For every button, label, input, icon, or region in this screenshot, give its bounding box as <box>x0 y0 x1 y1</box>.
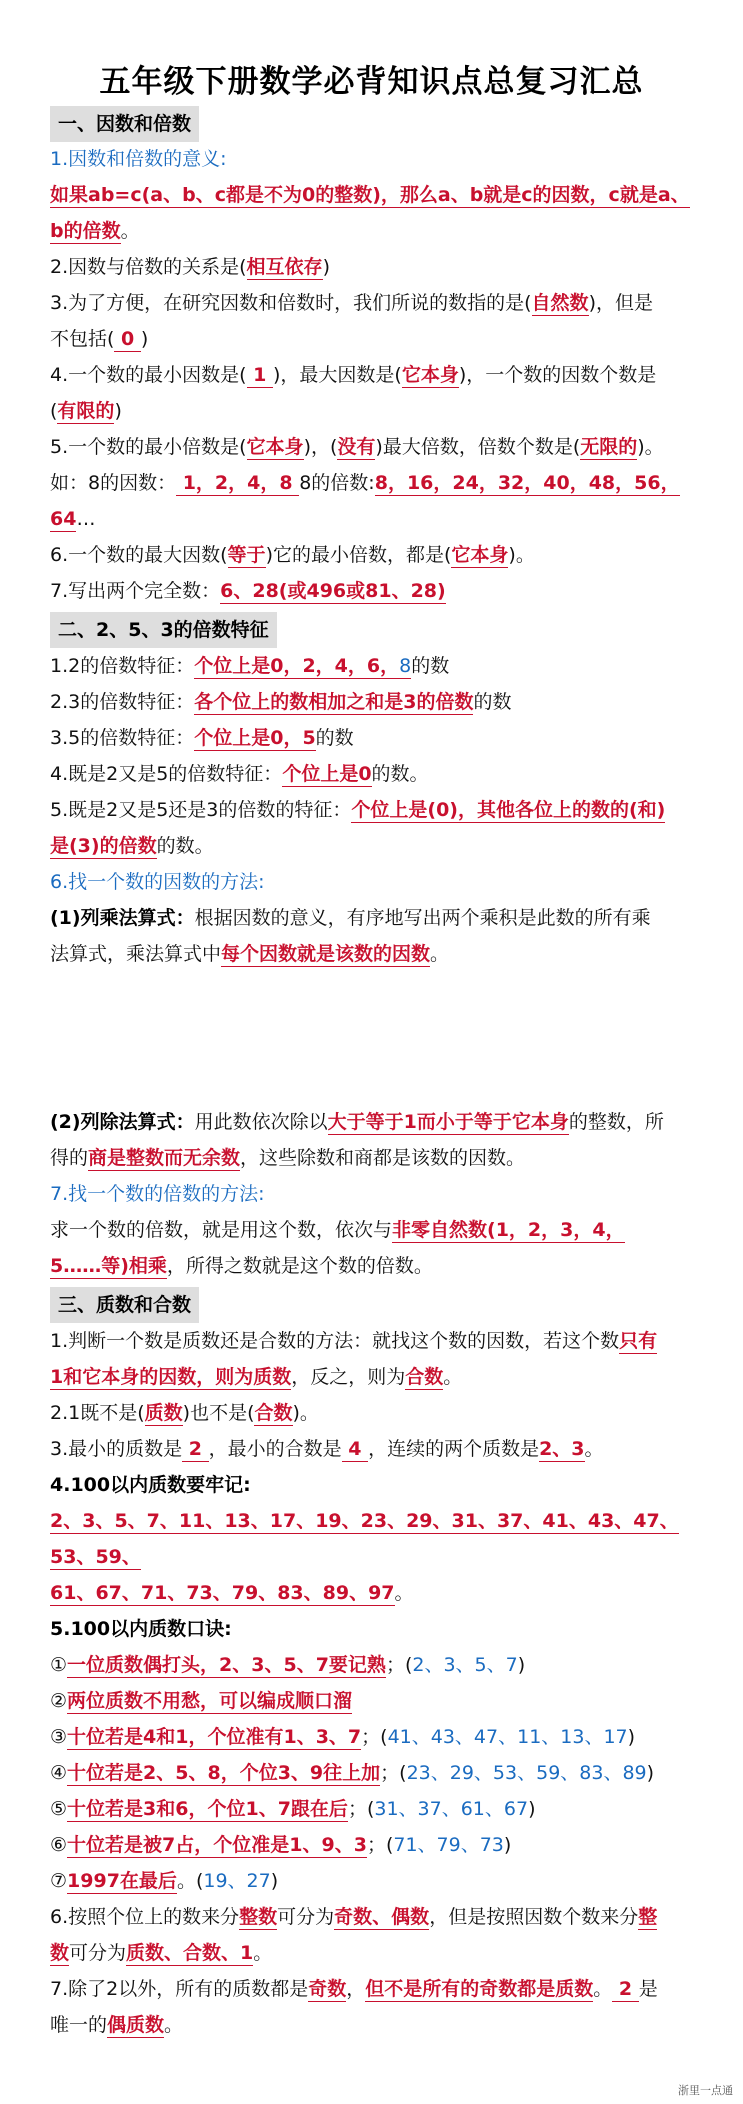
example-factors-answer: 1，2，4，8 <box>176 472 300 494</box>
method-multiply-text: 根据因数的意义，有序地写出两个乘积是此数的所有乘 <box>194 907 651 929</box>
odd-prime-line-2 <box>50 2007 700 2043</box>
integer-answer-2: 整 <box>638 1906 658 1928</box>
rule-2-5-3-text: 5.既是2又是5还是3的倍数的特征： <box>50 799 352 821</box>
rhyme-7-values: 19、27 <box>203 1870 271 1892</box>
primes-list-close: 。 <box>394 1582 414 1604</box>
rhyme-4 <box>50 1755 700 1791</box>
rule-5-post: 的数 <box>315 727 354 749</box>
close: )。 <box>508 544 535 566</box>
rule-2-answer: 个位上是0，2，4，6， <box>194 655 400 677</box>
close: ) <box>517 1654 526 1676</box>
rhyme-1 <box>50 1647 700 1683</box>
exclude-close: ) <box>140 328 149 350</box>
rhyme-6 <box>50 1827 700 1863</box>
sep: ；( <box>380 1762 407 1784</box>
integer-answer: 整数 <box>239 1906 278 1928</box>
method-divide-text-2: 得的 <box>50 1147 89 1169</box>
example-multiples-answer: 8，16，24，32，40，48，56， <box>374 472 680 494</box>
method-divide-head: (2)列除法算式： <box>50 1111 195 1133</box>
prime-test-text: 1.判断一个数是质数还是合数的方法：就找这个数的因数，若这个数 <box>50 1330 620 1352</box>
find-factors-heading: 6.找一个数的因数的方法: <box>50 871 265 893</box>
rule-2-5-3-post: 的数。 <box>156 835 214 857</box>
primes-list-1: 2、3、5、7、11、13、17、19、23、29、31、37、41、43、47、 <box>50 1510 679 1532</box>
composite-answer: 合数 <box>405 1366 444 1388</box>
relation-line <box>50 249 700 285</box>
prime-test-answer-2: 1和它本身的因数，则为质数 <box>50 1366 292 1388</box>
rule-2-5-answer: 个位上是0 <box>282 763 372 785</box>
section-header-primes: 三、质数和合数 <box>50 1287 199 1323</box>
max-factor-equals-line <box>50 537 700 573</box>
find-multiples-line <box>50 1212 700 1248</box>
min-multiple-answer: 它本身 <box>246 436 304 458</box>
method-multiply-close: 。 <box>430 943 450 965</box>
rhyme-1-values: 2、3、5、7 <box>412 1654 518 1676</box>
rule-2-5-text: 4.既是2又是5的倍数特征： <box>50 763 283 785</box>
natural-number-answer: 自然数 <box>531 292 589 314</box>
rule-3-post: 的数 <box>473 691 512 713</box>
definition-answer: 如果ab=c(a、b、c都是不为0的整数)，那么a、b就是c的因数，c就是a、 <box>50 184 690 206</box>
primes-list-line-2 <box>50 1539 700 1575</box>
sep: ；( <box>361 1726 388 1748</box>
max-factor-text: )，最大因数是( <box>273 364 402 386</box>
natural-number-line-2 <box>50 321 700 357</box>
rule-2-5-post: 的数。 <box>371 763 429 785</box>
prime-test-otherwise: ，反之，则为 <box>291 1366 406 1388</box>
smallest-prime-line <box>50 1431 700 1467</box>
classification-line <box>50 1899 700 1935</box>
smallest-close: 。 <box>584 1438 604 1460</box>
rhyme-3 <box>50 1719 700 1755</box>
two-answer: 2 <box>612 1978 639 2000</box>
relation-text: 2.因数与倍数的关系是( <box>50 256 247 278</box>
rhyme-5-text: 十位若是3和6，个位1、7跟在后 <box>67 1798 348 1820</box>
min-factor-answer: 1 <box>246 364 273 386</box>
perfect-number-answer: 6、28(或496或81、28) <box>220 580 446 602</box>
rhyme-6-values: 71、79、73 <box>393 1834 504 1856</box>
method-divide-post: 的整数，所 <box>568 1111 664 1133</box>
sep: ；( <box>385 1654 413 1676</box>
one-neither-text: 2.1既不是( <box>50 1402 145 1424</box>
factor-count-line <box>50 393 700 429</box>
method-multiply-head: (1)列乘法算式： <box>50 907 195 929</box>
rule-2-text: 1.2的倍数特征： <box>50 655 195 677</box>
rule-2-5-line <box>50 756 700 792</box>
natural-number-line <box>50 285 700 321</box>
method-divide-answer: 大于等于1而小于等于它本身 <box>327 1111 569 1133</box>
rhyme-6-num: ⑥ <box>50 1834 68 1856</box>
page-title: 五年级下册数学必背知识点总复习汇总 <box>99 64 644 100</box>
smallest-prime-text: 3.最小的质数是 <box>50 1438 183 1460</box>
ellipsis: … <box>76 508 96 530</box>
rhyme-6-text: 十位若是被7占，个位准是1、9、3 <box>67 1834 367 1856</box>
rhyme-1-text: 一位质数偶打头，2、3、5、7要记熟 <box>67 1654 386 1676</box>
find-multiples-answer-tail: 5……等)相乘 <box>50 1255 167 1277</box>
rhyme-7-text: 1997在最后 <box>67 1870 177 1892</box>
multiple-count-close: )。 <box>637 436 664 458</box>
method-divide-line-2 <box>50 1140 700 1176</box>
multiple-count-answer: 无限的 <box>580 436 638 458</box>
find-multiples-text: 求一个数的倍数，就是用这个数，依次与 <box>50 1219 393 1241</box>
smallest-composite-answer: 4 <box>341 1438 369 1460</box>
rule-5-answer: 个位上是0，5 <box>194 727 316 749</box>
relation-answer: 相互依存 <box>246 256 323 278</box>
factor-count-close: ) <box>114 400 122 422</box>
method-multiply-line <box>50 900 700 936</box>
integer-answer-2-tail: 数 <box>50 1942 70 1964</box>
rule-2-post: 的数 <box>411 655 450 677</box>
smallest-prime-answer: 2 <box>182 1438 209 1460</box>
nor-text: )也不是( <box>182 1402 255 1424</box>
topic-1-heading: 1.因数和倍数的意义: <box>50 148 227 170</box>
itself-answer: 它本身 <box>451 544 509 566</box>
primes-list-line-3 <box>50 1575 700 1611</box>
perfect-number-text: 7.写出两个完全数： <box>50 580 221 602</box>
example-line-2 <box>50 501 700 537</box>
example-multiples-text: 8的倍数: <box>299 472 375 494</box>
method-divide-post-2: ，这些除数和商都是该数的因数。 <box>240 1147 526 1169</box>
rhyme-7-num: ⑦ <box>50 1870 68 1892</box>
rhyme-3-values: 41、43、47、11、13、17 <box>387 1726 628 1748</box>
rhyme-3-text: 十位若是4和1，个位准有1、3、7 <box>67 1726 362 1748</box>
close: ) <box>646 1762 655 1784</box>
relation-close: ) <box>322 256 330 278</box>
rule-5-text: 3.5的倍数特征： <box>50 727 195 749</box>
rule-5-line <box>50 720 700 756</box>
rule-2-answer-8: 8 <box>399 655 412 677</box>
find-multiples-answer: 非零自然数(1，2，3，4， <box>392 1219 625 1241</box>
not-all-odd-prime-answer: 但不是所有的奇数都是质数 <box>365 1978 594 2000</box>
definition-line-2: b的倍数。 <box>50 220 140 242</box>
primes-list-3: 61、67、71、73、79、83、89、97 <box>50 1582 395 1604</box>
factor-count-answer: 有限的 <box>57 400 115 422</box>
smallest-composite-text: ，最小的合数是 <box>208 1438 342 1460</box>
sep: ；( <box>347 1798 375 1820</box>
is-text: 是 <box>638 1978 658 2000</box>
odd-answer: 奇数 <box>308 1978 347 2000</box>
find-multiples-post: ，所得之数就是这个数的倍数。 <box>166 1255 433 1277</box>
sep: ， <box>346 1978 366 2000</box>
rhyme-4-text: 十位若是2、5、8，个位3、9往上加 <box>67 1762 381 1784</box>
close: ) <box>270 1870 279 1892</box>
close: ) <box>528 1798 536 1820</box>
sep: )，( <box>303 436 338 458</box>
multiple-count-text: )最大倍数，倍数个数是( <box>375 436 581 458</box>
prime-answer: 质数 <box>144 1402 183 1424</box>
rule-2-5-3-answer-tail: 是(3)的倍数 <box>50 835 157 857</box>
composite-answer-2: 合数 <box>254 1402 293 1424</box>
find-multiples-heading: 7.找一个数的倍数的方法: <box>50 1183 265 1205</box>
odd-even-answer: 奇数、偶数 <box>334 1906 430 1928</box>
by-factor-count-text: ，但是按照因数个数来分 <box>429 1906 639 1928</box>
method-multiply-line-2 <box>50 936 700 972</box>
sep: 。( <box>176 1870 204 1892</box>
equals-answer: 等于 <box>227 544 266 566</box>
rule-3-answer: 各个位上的数相加之和是3的倍数 <box>194 691 474 713</box>
odd-prime-text: 7.除了2以外，所有的质数都是 <box>50 1978 309 2000</box>
section-header-factors-multiples: 一、因数和倍数 <box>50 106 199 142</box>
rule-2-5-3-line-2 <box>50 828 700 864</box>
primes-under-100-heading: 4.100以内质数要牢记: <box>50 1474 251 1496</box>
classification-text: 6.按照个位上的数来分 <box>50 1906 240 1928</box>
max-factor-answer: 它本身 <box>401 364 459 386</box>
classification-line-2 <box>50 1935 700 1971</box>
prime-test-close: 。 <box>443 1366 463 1388</box>
sep: ；( <box>366 1834 394 1856</box>
definition-line-1 <box>50 177 700 213</box>
prime-composite-one-answer: 质数、合数、1 <box>126 1942 254 1964</box>
rule-2-line <box>50 648 700 684</box>
max-multiple-answer: 没有 <box>337 436 376 458</box>
rhyme-7 <box>50 1863 700 1899</box>
definition-answer-tail: b的倍数 <box>50 220 121 242</box>
watermark: 浙里一点通 <box>678 2084 733 2097</box>
odd-prime-line <box>50 1971 700 2007</box>
rhyme-3-num: ③ <box>50 1726 68 1748</box>
rhyme-2 <box>50 1683 700 1719</box>
method-divide-text: 用此数依次除以 <box>194 1111 328 1133</box>
find-multiples-line-2 <box>50 1248 700 1284</box>
one-neither-line <box>50 1395 700 1431</box>
method-divide-line <box>50 1104 700 1140</box>
method-multiply-text-2: 法算式，乘法算式中 <box>50 943 222 965</box>
min-multiple-line <box>50 429 700 465</box>
example-factors-text: 如：8的因数： <box>50 472 177 494</box>
rhyme-5 <box>50 1791 700 1827</box>
rhyme-1-num: ① <box>50 1654 68 1676</box>
min-factor-line <box>50 357 700 393</box>
perfect-number-line <box>50 573 700 609</box>
rhyme-4-values: 23、29、53、59、83、89 <box>406 1762 647 1784</box>
sep: 。 <box>593 1978 613 2000</box>
natural-number-text: 3.为了方便，在研究因数和倍数时，我们所说的数指的是( <box>50 292 532 314</box>
rhyme-4-num: ④ <box>50 1762 68 1784</box>
consecutive-primes-answer: 2、3 <box>539 1438 585 1460</box>
rule-3-line <box>50 684 700 720</box>
max-factor-equals-text: 6.一个数的最大因数( <box>50 544 228 566</box>
natural-number-post: )，但是 <box>588 292 653 314</box>
section-header-divisibility: 二、2、5、3的倍数特征 <box>50 612 277 648</box>
factor-count-open: ( <box>50 400 58 422</box>
rhyme-5-num: ⑤ <box>50 1798 68 1820</box>
rhyme-2-num: ② <box>50 1690 68 1712</box>
rhyme-5-values: 31、37、61、67 <box>374 1798 529 1820</box>
method-multiply-answer: 每个因数就是该数的因数 <box>221 943 431 965</box>
primes-list-2: 53、59、 <box>50 1546 141 1568</box>
classification-close: 。 <box>253 1942 273 1964</box>
only-text: 唯一的 <box>50 2014 108 2036</box>
method-divide-answer-2: 商是整数而无余数 <box>88 1147 241 1169</box>
rule-2-5-3-line <box>50 792 700 828</box>
prime-rhyme-heading: 5.100以内质数口诀: <box>50 1618 232 1640</box>
rule-3-text: 2.3的倍数特征： <box>50 691 195 713</box>
rule-2-5-3-answer: 个位上是(0)，其他各位上的数的(和) <box>351 799 666 821</box>
prime-test-line-2 <box>50 1359 700 1395</box>
consecutive-primes-text: ，连续的两个质数是 <box>368 1438 540 1460</box>
example-multiples-tail: 64 <box>50 508 77 530</box>
primes-list-line-1 <box>50 1503 700 1539</box>
exclude-answer: 0 <box>114 328 141 350</box>
exclude-text: 不包括( <box>50 328 115 350</box>
close: 。 <box>164 2014 184 2036</box>
one-neither-close: )。 <box>292 1402 319 1424</box>
rhyme-2-text: 两位质数不用愁，可以编成顺口溜 <box>67 1690 353 1712</box>
prime-test-answer: 只有 <box>619 1330 658 1352</box>
even-prime-answer: 偶质数 <box>107 2014 165 2036</box>
min-factor-text: 4.一个数的最小因数是( <box>50 364 247 386</box>
factor-count-text: )，一个数的因数个数是 <box>458 364 657 386</box>
prime-test-line <box>50 1323 700 1359</box>
divide-into-text: 可分为 <box>277 1906 335 1928</box>
both-are-text: )它的最小倍数，都是( <box>265 544 452 566</box>
example-line <box>50 465 700 501</box>
divide-into-text-2: 可分为 <box>69 1942 127 1964</box>
close: ) <box>627 1726 636 1748</box>
min-multiple-text: 5.一个数的最小倍数是( <box>50 436 247 458</box>
close: ) <box>503 1834 512 1856</box>
